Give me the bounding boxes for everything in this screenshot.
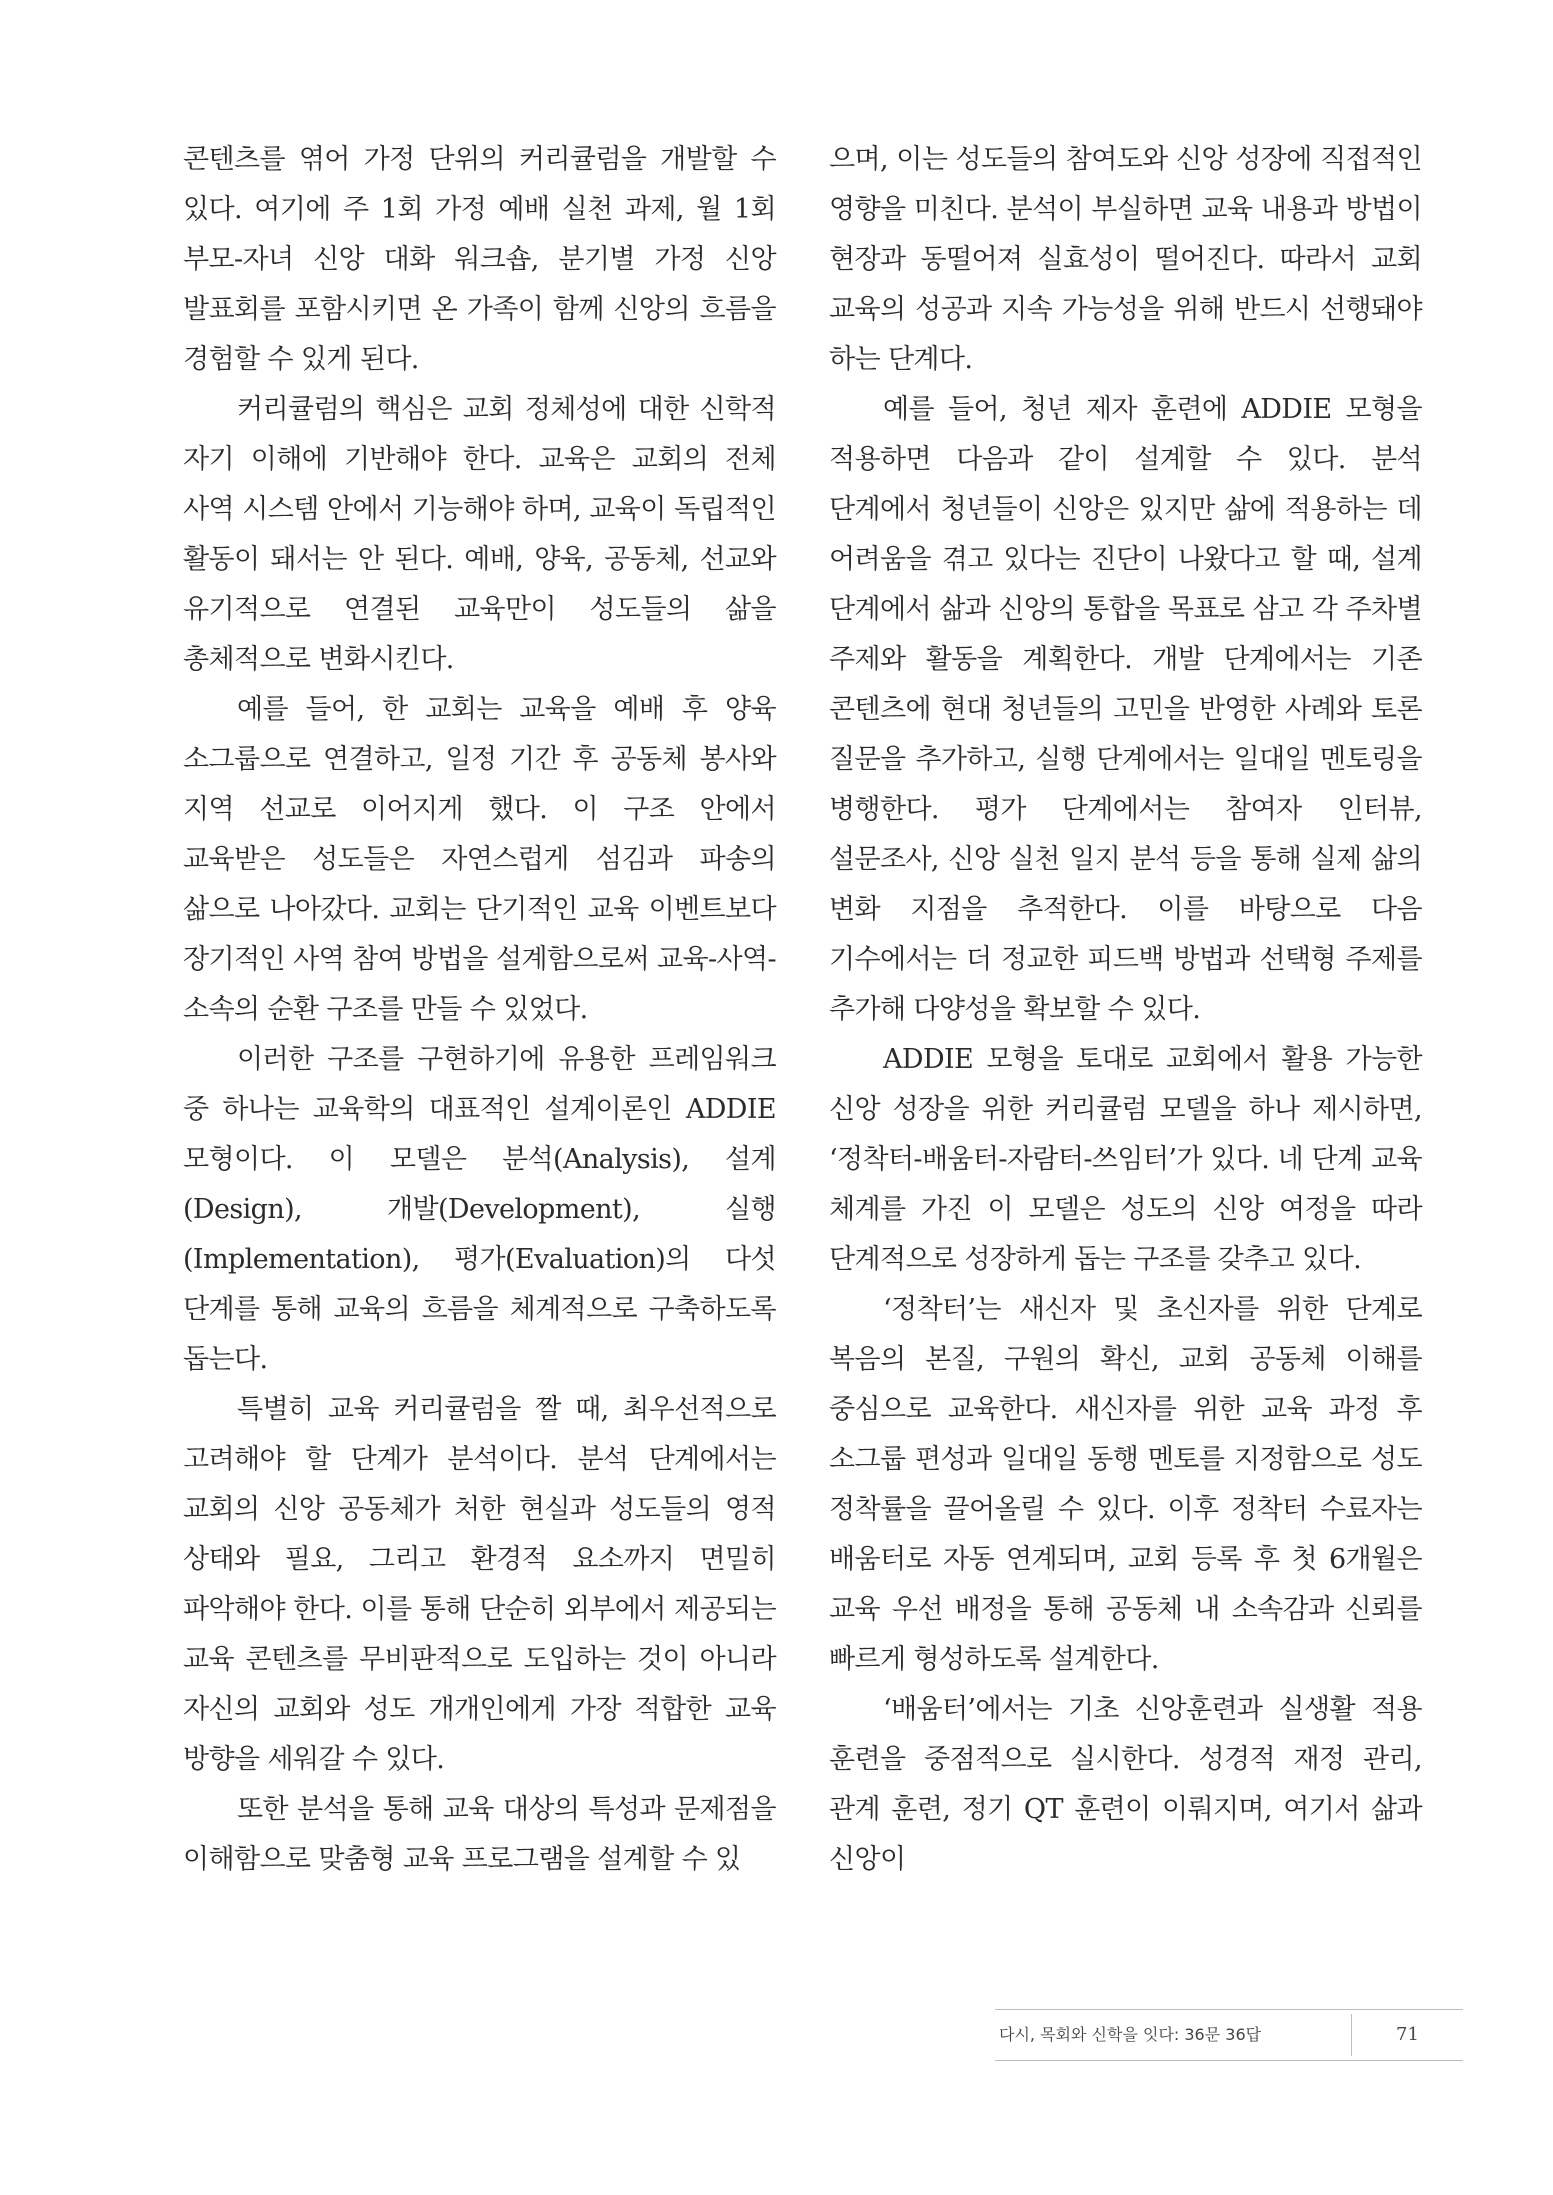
running-title: 다시, 목회와 신학을 잇다: 36문 36답 — [999, 2025, 1262, 2044]
right-column — [829, 135, 1422, 1885]
paragraph: 콘텐츠를 엮어 가정 단위의 커리큘럼을 개발할 수 있다. 여기에 주 1회 가정 예배 실천 과제, 월 1회 부모-자녀 신앙 대화 워크숍, 분기별 가정 신앙 발표회를 포함시키면 온 가족이 함께 신앙의 흐름을 경험할 수 있게 된다. — [183, 144, 776, 375]
paragraph: 예를 들어, 한 교회는 교육을 예배 후 양육 소그룹으로 연결하고, 일정 기간 후 공동체 봉사와 지역 선교로 이어지게 했다. 이 구조 안에서 교육받은 성도들은 자연스럽게 섬김과 파송의 삶으로 나아갔다. 교회는 단기적인 교육 이벤트보다 장기적인 사역 참여 방법을 설계함으로써 교육-사역-소속의 순환 구조를 만들 수 있었다. — [183, 694, 776, 1025]
paragraph: 예를 들어, 청년 제자 훈련에 ADDIE 모형을 적용하면 다음과 같이 설계할 수 있다. 분석 단계에서 청년들이 신앙은 있지만 삶에 적용하는 데 어려움을 겪고 있다는 진단이 나왔다고 할 때, 설계 단계에서 삶과 신앙의 통합을 목표로 삼고 각 주차별 주제와 활동을 계획한다. 개발 단계에서는 기존 콘텐츠에 현대 청년들의 고민을 반영한 사례와 토론 질문을 추가하고, 실행 단계에서는 일대일 멘토링을 병행한다. 평가 단계에서는 참여자 인터뷰, 설문조사, 신앙 실천 일지 분석 등을 통해 실제 삶의 변화 지점을 추적한다. 이를 바탕으로 다음 기수에서는 더 정교한 피드백 방법과 선택형 주제를 추가해 다양성을 확보할 수 있다. — [829, 394, 1422, 1025]
left-column — [183, 135, 776, 1885]
paragraph: 커리큘럼의 핵심은 교회 정체성에 대한 신학적 자기 이해에 기반해야 한다. 교육은 교회의 전체 사역 시스템 안에서 기능해야 하며, 교육이 독립적인 활동이 돼서는 안 된다. 예배, 양육, 공동체, 선교와 유기적으로 연결된 교육만이 성도들의 삶을 총체적으로 변화시킨다. — [183, 394, 776, 675]
page-number: 71 — [1396, 2024, 1419, 2045]
paragraph: 이러한 구조를 구현하기에 유용한 프레임워크 중 하나는 교육학의 대표적인 설계이론인 ADDIE 모형이다. 이 모델은 분석(Analysis), 설계(Design), 개발(Development), 실행(Implementation), 평가(Evaluation)의 다섯 단계를 통해 교육의 흐름을 체계적으로 구축하도록 돕는다. — [183, 1044, 776, 1375]
paragraph: ADDIE 모형을 토대로 교회에서 활용 가능한 신앙 성장을 위한 커리큘럼 모델을 하나 제시하면, ‘정착터-배움터-자람터-쓰임터’가 있다. 네 단계 교육 체계를 가진 이 모델은 성도의 신앙 여정을 따라 단계적으로 성장하게 돕는 구조를 갖추고 있다. — [829, 1044, 1422, 1275]
paragraph: ‘정착터’는 새신자 및 초신자를 위한 단계로 복음의 본질, 구원의 확신, 교회 공동체 이해를 중심으로 교육한다. 새신자를 위한 교육 과정 후 소그룹 편성과 일대일 동행 멘토를 지정함으로 성도 정착률을 끌어올릴 수 있다. 이후 정착터 수료자는 배움터로 자동 연계되며, 교회 등록 후 첫 6개월은 교육 우선 배정을 통해 공동체 내 소속감과 신뢰를 빠르게 형성하도록 설계한다. — [829, 1294, 1422, 1675]
paragraph: ‘배움터’에서는 기초 신앙훈련과 실생활 적용 훈련을 중점적으로 실시한다. 성경적 재정 관리, 관계 훈련, 정기 QT 훈련이 이뤄지며, 여기서 삶과 신앙이 — [829, 1694, 1422, 1875]
paragraph: 으며, 이는 성도들의 참여도와 신앙 성장에 직접적인 영향을 미친다. 분석이 부실하면 교육 내용과 방법이 현장과 동떨어져 실효성이 떨어진다. 따라서 교회 교육의 성공과 지속 가능성을 위해 반드시 선행돼야 하는 단계다. — [829, 144, 1422, 375]
paragraph: 또한 분석을 통해 교육 대상의 특성과 문제점을 이해함으로 맞춤형 교육 프로그램을 설계할 수 있 — [183, 1794, 776, 1875]
paragraph: 특별히 교육 커리큘럼을 짤 때, 최우선적으로 고려해야 할 단계가 분석이다. 분석 단계에서는 교회의 신앙 공동체가 처한 현실과 성도들의 영적 상태와 필요, 그리고 환경적 요소까지 면밀히 파악해야 한다. 이를 통해 단순히 외부에서 제공되는 교육 콘텐츠를 무비판적으로 도입하는 것이 아니라 자신의 교회와 성도 개개인에게 가장 적합한 교육 방향을 세워갈 수 있다. — [183, 1394, 776, 1775]
page-footer — [995, 2009, 1463, 2061]
